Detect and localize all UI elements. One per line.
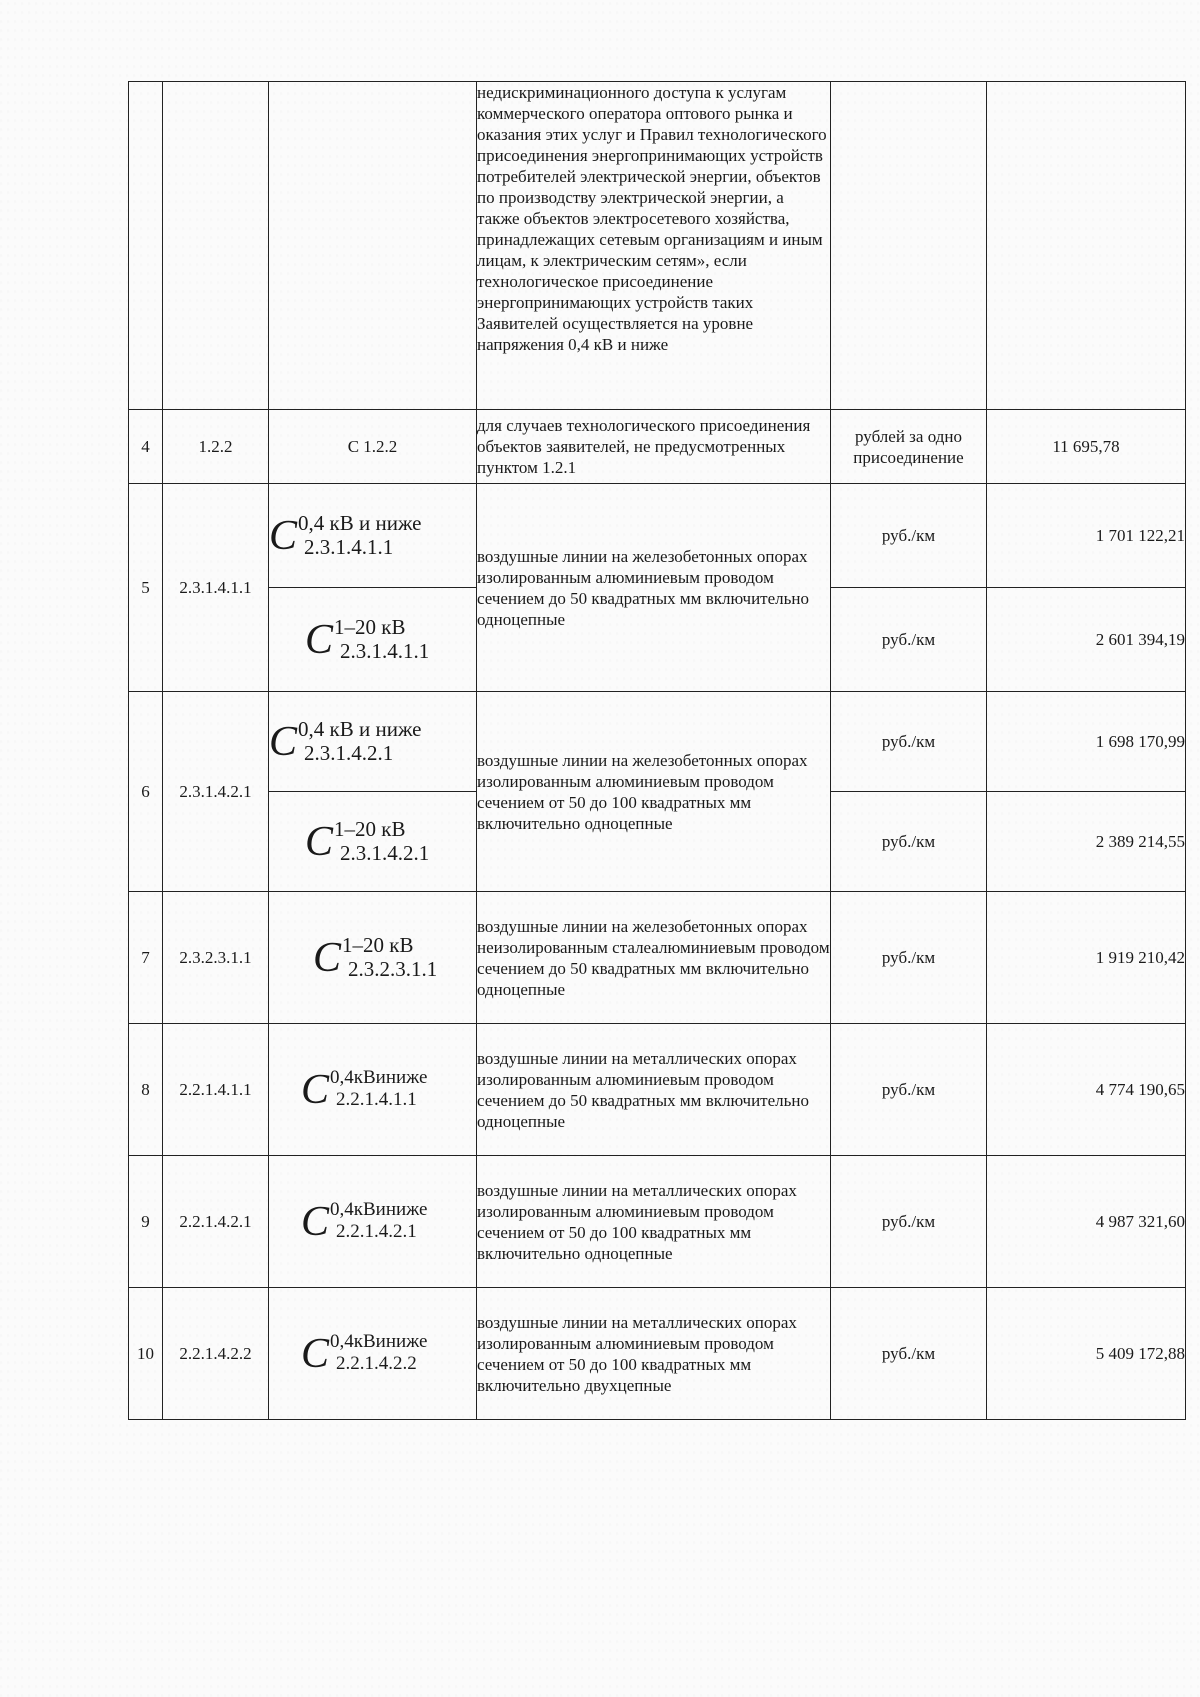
symbol-superscript: 0,4кВиниже [330, 1066, 428, 1088]
row-symbol [269, 484, 477, 588]
symbol-subscript: 2.2.1.4.2.2 [336, 1352, 417, 1374]
row-description: воздушные линии на железобетонных опорах неизолированным сталеалюминиевым проводом сечением до 50 квадратных мм включительно одноцепные [477, 892, 831, 1024]
symbol-letter: C [269, 512, 298, 559]
row-value: 1 698 170,99 [987, 692, 1186, 792]
row-unit: руб./км [831, 692, 987, 792]
tariff-symbol [301, 1066, 428, 1113]
row-unit [831, 82, 987, 410]
row-symbol [269, 1024, 477, 1156]
symbol-superscript: 1–20 кВ [334, 816, 406, 841]
row-description: воздушные линии на железобетонных опорах изолированным алюминиевым проводом сечением до 50 квадратных мм включительно одноцепные [477, 484, 831, 692]
row-value: 4 774 190,65 [987, 1024, 1186, 1156]
table-row [129, 484, 1186, 588]
row-description: воздушные линии на металлических опорах изолированным алюминиевым проводом сечением до 50 квадратных мм включительно одноцепные [477, 1024, 831, 1156]
row-value [987, 82, 1186, 410]
symbol-subscript: 2.2.1.4.1.1 [336, 1088, 417, 1110]
row-number: 6 [129, 692, 163, 892]
symbol-letter: C [301, 1330, 330, 1377]
symbol-subscript: 2.3.2.3.1.1 [348, 956, 438, 981]
symbol-superscript: 0,4 кВ и ниже [298, 716, 422, 741]
row-value: 1 701 122,21 [987, 484, 1186, 588]
tariff-table [128, 81, 1186, 1420]
table-row [129, 1288, 1186, 1420]
tariff-symbol [305, 816, 430, 865]
symbol-letter: C [313, 934, 342, 981]
table-row [129, 692, 1186, 792]
row-number: 7 [129, 892, 163, 1024]
tariff-symbol [301, 1198, 428, 1245]
row-symbol [269, 792, 477, 892]
table-row [129, 82, 1186, 410]
row-unit: руб./км [831, 484, 987, 588]
symbol-subscript: 2.3.1.4.1.1 [304, 534, 394, 559]
row-value: 2 601 394,19 [987, 588, 1186, 692]
row-symbol [269, 1288, 477, 1420]
row-unit: руб./км [831, 1156, 987, 1288]
row-code: 2.3.1.4.2.1 [163, 692, 269, 892]
symbol-superscript: 1–20 кВ [334, 614, 406, 639]
symbol-superscript: 0,4 кВ и ниже [298, 510, 422, 535]
row-symbol [269, 82, 477, 410]
row-value: 1 919 210,42 [987, 892, 1186, 1024]
row-description: для случаев технологического присоединения объектов заявителей, не предусмотренных пунктом 1.2.1 [477, 410, 831, 484]
symbol-letter: C [301, 1198, 330, 1245]
row-unit: руб./км [831, 1288, 987, 1420]
row-code: 1.2.2 [163, 410, 269, 484]
row-unit: руб./км [831, 892, 987, 1024]
row-symbol: С 1.2.2 [269, 410, 477, 484]
row-code: 2.2.1.4.1.1 [163, 1024, 269, 1156]
tariff-symbol [301, 1330, 428, 1377]
row-code: 2.3.2.3.1.1 [163, 892, 269, 1024]
row-number [129, 82, 163, 410]
row-unit: руб./км [831, 1024, 987, 1156]
row-code: 2.3.1.4.1.1 [163, 484, 269, 692]
symbol-subscript: 2.2.1.4.2.1 [336, 1220, 417, 1242]
table-row [129, 410, 1186, 484]
row-description: воздушные линии на железобетонных опорах изолированным алюминиевым проводом сечением от 50 до 100 квадратных мм включительно одноцепные [477, 692, 831, 892]
row-symbol [269, 1156, 477, 1288]
symbol-subscript: 2.3.1.4.1.1 [340, 638, 430, 663]
table-row [129, 1156, 1186, 1288]
table-row [129, 1024, 1186, 1156]
tariff-symbol [313, 932, 438, 981]
row-number: 4 [129, 410, 163, 484]
table-row [129, 892, 1186, 1024]
row-symbol [269, 588, 477, 692]
row-symbol [269, 692, 477, 792]
row-number: 5 [129, 484, 163, 692]
row-unit: руб./км [831, 588, 987, 692]
symbol-letter: C [301, 1066, 330, 1113]
row-description: недискриминационного доступа к услугам коммерческого оператора оптового рынка и оказания этих услуг и Правил технологического присоединения энергопринимающих устройств потребителей электрической энергии, объектов по производству электрической энергии, а также объектов электросетевого хозяйства, принадлежащих сетевым организациям и иным лицам, к электрическим сетям», если технологическое присоединение энергопринимающих устройств таких Заявителей осуществляется на уровне напряжения 0,4 кВ и ниже [477, 82, 831, 410]
tariff-symbol [269, 716, 422, 765]
symbol-subscript: 2.3.1.4.2.1 [340, 840, 430, 865]
row-description: воздушные линии на металлических опорах изолированным алюминиевым проводом сечением от 50 до 100 квадратных мм включительно одноцепные [477, 1156, 831, 1288]
symbol-superscript: 0,4кВиниже [330, 1330, 428, 1352]
row-number: 8 [129, 1024, 163, 1156]
row-value: 4 987 321,60 [987, 1156, 1186, 1288]
row-code: 2.2.1.4.2.2 [163, 1288, 269, 1420]
symbol-superscript: 0,4кВиниже [330, 1198, 428, 1220]
symbol-letter: C [305, 616, 334, 663]
row-description: воздушные линии на металлических опорах изолированным алюминиевым проводом сечением от 50 до 100 квадратных мм включительно двухцепные [477, 1288, 831, 1420]
symbol-superscript: 1–20 кВ [342, 932, 414, 957]
row-value: 2 389 214,55 [987, 792, 1186, 892]
row-symbol [269, 892, 477, 1024]
tariff-symbol [269, 510, 422, 559]
row-number: 10 [129, 1288, 163, 1420]
row-unit: рублей за одно присоединение [831, 410, 987, 484]
tariff-symbol [305, 614, 430, 663]
row-unit: руб./км [831, 792, 987, 892]
row-code: 2.2.1.4.2.1 [163, 1156, 269, 1288]
row-value: 5 409 172,88 [987, 1288, 1186, 1420]
symbol-letter: C [305, 818, 334, 865]
row-number: 9 [129, 1156, 163, 1288]
symbol-subscript: 2.3.1.4.2.1 [304, 740, 394, 765]
symbol-letter: C [269, 718, 298, 765]
row-value: 11 695,78 [987, 410, 1186, 484]
row-code [163, 82, 269, 410]
